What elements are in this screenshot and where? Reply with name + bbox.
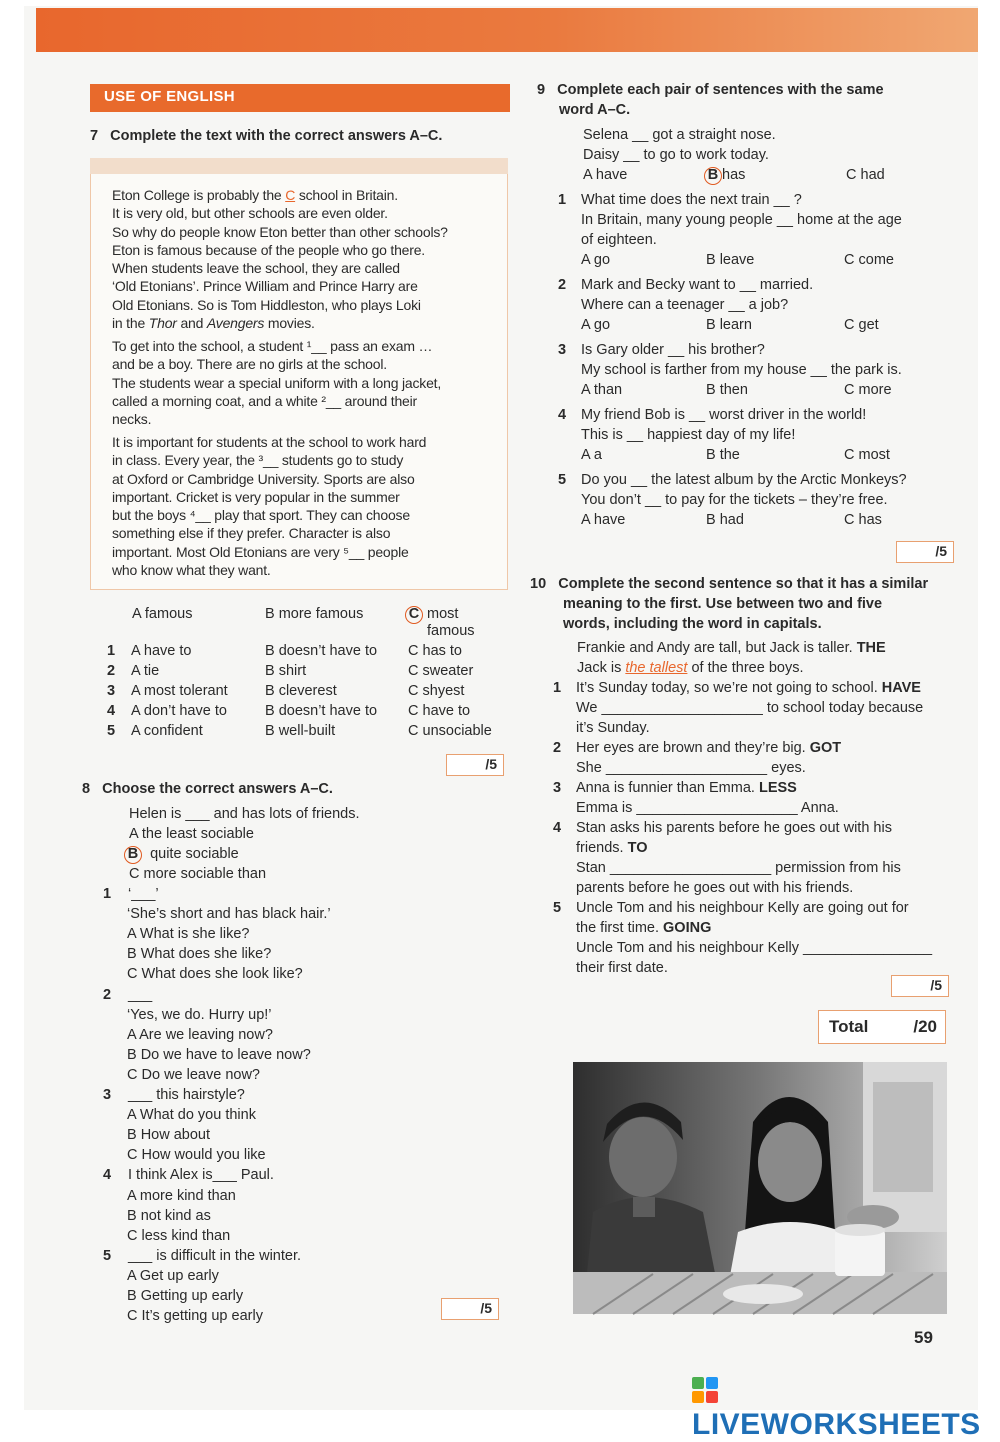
exercise-9-score: /5 <box>896 541 954 563</box>
passage-line: necks. <box>112 411 152 428</box>
item-sentence-cont: friends. TO <box>576 840 648 856</box>
ex10-example-sentence: Frankie and Andy are tall, but Jack is taller. THE <box>577 640 886 656</box>
total-score-box <box>818 1010 946 1044</box>
answer-option[interactable]: B Getting up early <box>127 1288 244 1304</box>
option-c[interactable]: C more <box>844 382 892 398</box>
passage-line: something else if they prefer. Character is also <box>112 525 391 542</box>
answer-line-cont: their first date. <box>576 960 668 976</box>
passage-line: important. Cricket is very popular in the summer <box>112 488 400 505</box>
passage-line: ‘Old Etonians’. Prince William and Prince Harry are <box>112 278 418 295</box>
passage-line: The students wear a special uniform with a long jacket, <box>112 374 442 391</box>
option-c[interactable]: C sweater <box>408 663 474 679</box>
item-sentence: In Britain, many young people __ home at the age <box>581 212 902 228</box>
exercise-10-heading-line-2: meaning to the first. Use between two and five <box>563 596 883 612</box>
keyword: HAVE <box>881 680 921 696</box>
option-c[interactable]: C most <box>844 447 890 463</box>
passage-line: Eton is famous because of the people who go there. <box>112 241 425 258</box>
item-number: 2 <box>107 663 116 679</box>
item-number: 4 <box>553 820 562 836</box>
item-number: 4 <box>107 703 116 719</box>
item-prompt: ___ <box>128 986 153 1003</box>
item-number: 3 <box>558 342 567 358</box>
item-sentence: Anna is funnier than Emma. LESS <box>576 780 797 796</box>
ex9-example-sentence-2: Daisy __ to go to work today. <box>583 147 769 163</box>
option-a[interactable]: A famous <box>132 606 193 622</box>
option-b[interactable]: B had <box>706 512 744 528</box>
ex9-example-option-c[interactable]: C had <box>846 167 885 183</box>
item-sentence: Stan asks his parents before he goes out with his <box>576 820 892 836</box>
option-b[interactable]: B well-built <box>265 723 336 739</box>
item-number: 5 <box>103 1247 112 1264</box>
option-b[interactable]: B doesn’t have to <box>265 703 378 719</box>
option-c[interactable]: C have to <box>408 703 471 719</box>
answer-line-cont: parents before he goes out with his friends. <box>576 880 854 896</box>
total-label: Total <box>829 1017 869 1036</box>
option-a[interactable]: A don’t have to <box>131 703 227 719</box>
page-number: 59 <box>914 1328 933 1347</box>
item-prompt: ‘___’ <box>128 886 159 902</box>
passage-line: It is very old, but other schools are even older. <box>112 205 388 222</box>
answer-option[interactable]: A more kind than <box>127 1187 236 1204</box>
top-banner <box>36 8 978 52</box>
exercise-7-score: /5 <box>446 754 504 776</box>
passage-paragraph-2 <box>112 337 441 428</box>
item-number: 1 <box>553 680 562 696</box>
exercise-8-heading: 8 Choose the correct answers A–C. <box>82 781 333 797</box>
answer-option[interactable]: B not kind as <box>127 1207 211 1224</box>
option-c[interactable]: C unsociable <box>408 723 492 739</box>
option-a[interactable]: A confident <box>131 723 203 739</box>
option-a[interactable]: A have to <box>131 643 192 659</box>
item-sentence: You don’t __ to pay for the tickets – they’re free. <box>581 492 888 508</box>
exercise-8-score: /5 <box>441 1298 499 1320</box>
selected-circle: C <box>405 606 423 624</box>
item-number: 5 <box>107 723 116 739</box>
option-b[interactable]: B shirt <box>265 663 307 679</box>
answer-option[interactable]: C What does she look like? <box>127 966 303 983</box>
option-a[interactable]: A go <box>581 317 611 333</box>
example-answer: the tallest <box>625 660 688 676</box>
item-prompt: ___ is difficult in the winter. <box>128 1247 302 1264</box>
passage-line: Old Etonians. So is Tom Hiddleston, who plays Loki <box>112 296 421 313</box>
item-sentence-cont: the first time. GOING <box>576 920 712 936</box>
option-c[interactable]: C shyest <box>408 683 465 699</box>
item-number: 4 <box>558 407 567 423</box>
item-sentence: My friend Bob is __ worst driver in the world! <box>581 407 867 423</box>
answer-option[interactable]: B Do we have to leave now? <box>127 1046 311 1063</box>
item-sentence: Uncle Tom and his neighbour Kelly are going out for <box>576 900 909 916</box>
option-a[interactable]: A tie <box>131 663 160 679</box>
option-a[interactable]: A a <box>581 447 602 463</box>
answer-line[interactable]: She ____________________ eyes. <box>576 760 806 776</box>
item-number: 4 <box>103 1167 112 1184</box>
ex8-example-option-a[interactable]: A the least sociable <box>129 826 254 842</box>
option-c[interactable]: C come <box>844 252 894 268</box>
answer-option[interactable]: C It’s getting up early <box>127 1308 263 1325</box>
option-c-selected[interactable]: C most <box>405 604 458 624</box>
passage-line: When students leave the school, they are called <box>112 260 400 277</box>
answer-line-cont: it’s Sunday. <box>576 720 650 736</box>
passage-box-header <box>90 158 508 174</box>
ex8-example-option-c[interactable]: C more sociable than <box>129 866 267 882</box>
item-sentence: Do you __ the latest album by the Arctic Monkeys? <box>581 472 907 488</box>
exercise-10-heading: 10 Complete the second sentence so that it has a similar <box>530 576 929 592</box>
keyword: GOT <box>809 740 842 756</box>
option-b[interactable]: B then <box>706 382 748 398</box>
option-c[interactable]: C get <box>844 317 879 333</box>
exercise-10-score: /5 <box>891 975 949 997</box>
item-number: 2 <box>558 277 567 293</box>
answer-option[interactable]: C Do we leave now? <box>127 1066 260 1083</box>
passage-line: but the boys ⁴__ play that sport. They can choose <box>112 507 410 524</box>
item-number: 1 <box>107 643 116 659</box>
exercise-9-heading: 9 Complete each pair of sentences with the same <box>537 82 884 98</box>
answer-option[interactable]: B What does she like? <box>127 946 272 963</box>
item-sentence: Where can a teenager __ a job? <box>581 297 789 313</box>
total-value: /20 <box>913 1017 937 1036</box>
answer-option[interactable]: B How about <box>127 1127 211 1144</box>
item-number: 5 <box>558 472 567 488</box>
option-a[interactable]: A than <box>581 382 623 398</box>
option-c-continued: famous <box>427 623 475 639</box>
answer-option[interactable]: C How would you like <box>127 1147 266 1164</box>
option-a[interactable]: A go <box>581 252 611 268</box>
ex8-example-prompt: Helen is ___ and has lots of friends. <box>129 806 360 822</box>
students-photo <box>573 1062 947 1314</box>
photo-illustration <box>573 1062 947 1314</box>
answer-option[interactable]: A Are we leaving now? <box>127 1026 273 1043</box>
selected-circle: B <box>704 167 722 185</box>
option-b[interactable]: B cleverest <box>265 683 337 699</box>
ex8-example-option-b-selected[interactable]: B quite sociable <box>124 844 239 864</box>
option-a[interactable]: A have <box>581 512 626 528</box>
passage-line: important. Most Old Etonians are very ⁵__ people <box>112 543 409 560</box>
answer-line[interactable]: We ____________________ to school today because <box>576 700 924 716</box>
passage-line: It is important for students at the school to work hard <box>112 434 427 450</box>
item-number: 1 <box>558 192 567 208</box>
option-c[interactable]: C has <box>844 512 882 528</box>
filled-answer: C <box>285 187 296 203</box>
logo-grid-icon <box>692 1377 718 1403</box>
passage-line: at Oxford or Cambridge University. Sports are also <box>112 470 415 487</box>
ex9-example-sentence-1: Selena __ got a straight nose. <box>583 127 776 143</box>
item-sentence: Is Gary older __ his brother? <box>581 342 765 358</box>
passage-line: Eton College is probably the C school in Britain. <box>112 187 398 203</box>
passage-line: in the Thor and Avengers movies. <box>112 315 315 332</box>
ex9-example-option-b-selected[interactable]: B has <box>704 165 745 185</box>
ex10-example-answer-line: Jack is the tallest of the three boys. <box>577 660 804 676</box>
option-b[interactable]: B the <box>706 447 740 463</box>
answer-line[interactable]: Stan ____________________ permission from his <box>576 860 901 876</box>
item-prompt: ___ this hairstyle? <box>128 1087 245 1103</box>
item-prompt: ‘She’s short and has black hair.’ <box>127 906 331 923</box>
item-sentence: Mark and Becky want to __ married. <box>581 277 814 293</box>
passage-line: in class. Every year, the ³__ students go to study <box>112 452 404 469</box>
item-number: 3 <box>553 780 562 796</box>
passage-line: So why do people know Eton better than other schools? <box>112 223 448 240</box>
exercise-7-heading: 7 Complete the text with the correct answers A–C. <box>90 128 443 144</box>
item-sentence: Her eyes are brown and they’re big. GOT <box>576 740 842 756</box>
passage-paragraph-3 <box>112 433 426 579</box>
keyword: GOING <box>663 920 712 936</box>
passage-paragraph-1 <box>112 186 448 332</box>
item-number: 2 <box>553 740 562 756</box>
exercise-9-heading-cont: word A–C. <box>559 102 631 118</box>
item-prompt: I think Alex is___ Paul. <box>128 1167 274 1184</box>
item-sentence: of eighteen. <box>581 232 657 248</box>
option-a[interactable]: A most tolerant <box>131 683 228 699</box>
keyword: TO <box>627 840 648 856</box>
answer-option[interactable]: A Get up early <box>127 1267 219 1284</box>
option-b[interactable]: B more famous <box>265 606 364 622</box>
passage-line: called a morning coat, and a white ²__ around their <box>112 392 417 409</box>
item-number: 3 <box>107 683 116 699</box>
item-prompt: ‘Yes, we do. Hurry up!’ <box>127 1006 272 1023</box>
item-sentence: What time does the next train __ ? <box>581 192 802 208</box>
passage-line: To get into the school, a student ¹__ pass an exam … <box>112 338 433 354</box>
passage-line: who know what they want. <box>112 562 271 579</box>
option-c[interactable]: C has to <box>408 643 462 659</box>
ex9-example-option-a[interactable]: A have <box>583 167 628 183</box>
item-number: 5 <box>553 900 562 916</box>
keyword: LESS <box>758 780 797 796</box>
item-number: 3 <box>103 1087 112 1103</box>
answer-line[interactable]: Uncle Tom and his neighbour Kelly ________________ <box>576 940 933 956</box>
item-sentence: My school is farther from my house __ the park is. <box>581 362 902 378</box>
section-title: USE OF ENGLISH <box>90 84 510 112</box>
selected-circle: B <box>124 846 142 864</box>
item-number: 2 <box>103 986 112 1003</box>
item-sentence: This is __ happiest day of my life! <box>581 427 796 443</box>
option-b[interactable]: B leave <box>706 252 755 268</box>
answer-option[interactable]: A What do you think <box>127 1107 256 1124</box>
answer-option[interactable]: C less kind than <box>127 1227 231 1244</box>
liveworksheets-logo <box>692 1374 1000 1442</box>
item-number: 1 <box>103 886 112 902</box>
logo-text: LIVEWORKSHEETS <box>692 1408 981 1441</box>
answer-option[interactable]: A What is she like? <box>127 926 250 943</box>
exercise-10-heading-line-3: words, including the word in capitals. <box>563 616 822 632</box>
option-b[interactable]: B learn <box>706 317 752 333</box>
passage-line: and be a boy. There are no girls at the school. <box>112 356 387 373</box>
answer-line[interactable]: Emma is ____________________ Anna. <box>576 800 839 816</box>
option-b[interactable]: B doesn’t have to <box>265 643 378 659</box>
item-sentence: It’s Sunday today, so we’re not going to school. HAVE <box>576 680 921 696</box>
